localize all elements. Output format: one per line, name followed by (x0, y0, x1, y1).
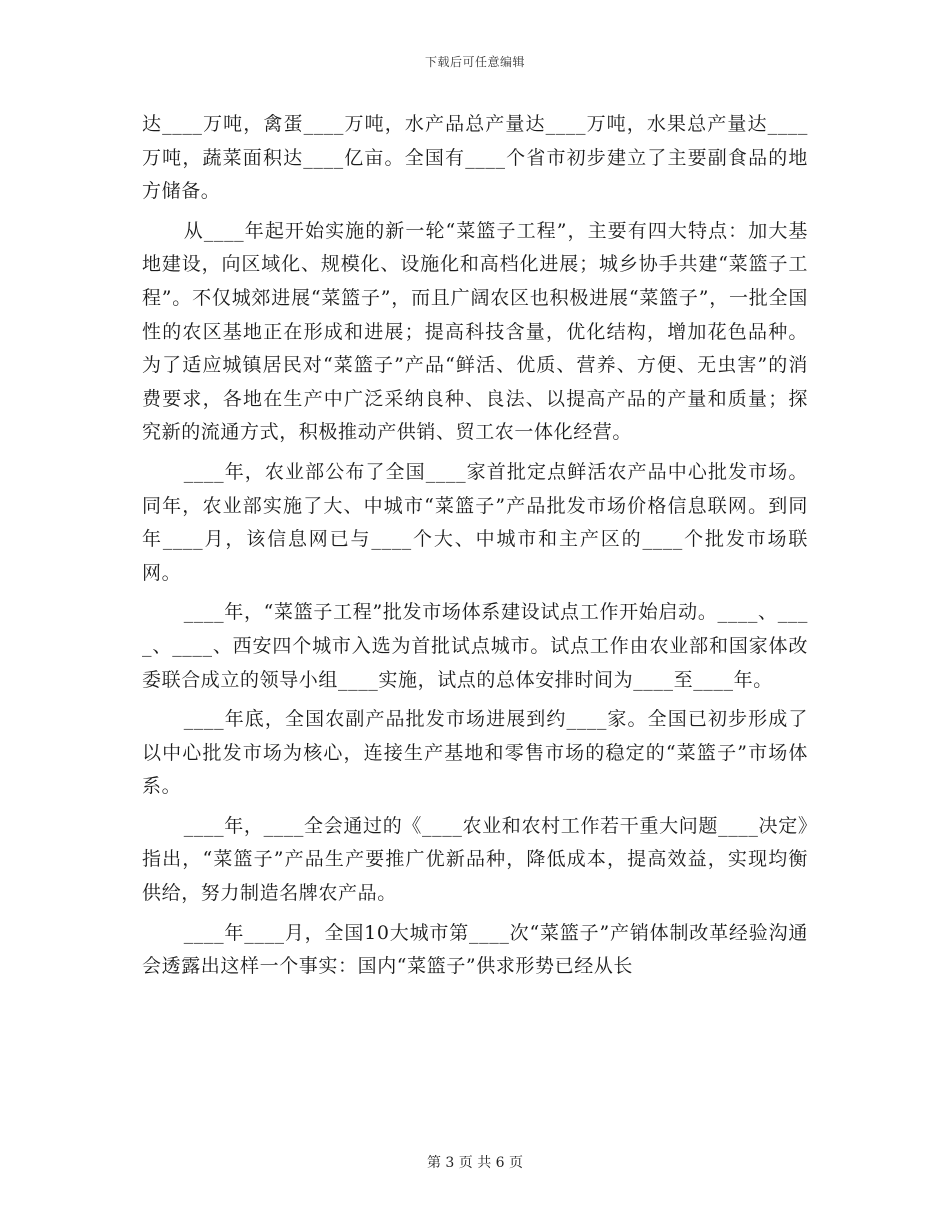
paragraph-plenum-decision: ____年，____全会通过的《____农业和农村工作若干重大问题____决定》指出，“菜篮子”产品生产要推广优新品种，降低成本，提高效益，实现均衡供给，努力制造名牌农产品。 (142, 814, 808, 905)
paragraph-pilot-cities: ____年，“菜篮子工程”批发市场体系建设试点工作开始启动。____、____、____、西安四个城市入选为首批试点城市。试点工作由农业部和国家体改委联合成立的领导小组____实施，试点的总体安排时间为____至____年。 (142, 601, 808, 691)
document-body (142, 108, 808, 990)
paragraph-vegetable-basket-features: 从____年起开始实施的新一轮“菜篮子工程”，主要有四大特点：加大基地建设，向区域化、规模化、设施化和高档化进展；城乡协手共建“菜篮子工程”。不仅城郊进展“菜篮子”，而且广阔农区也积极进展“菜篮子”，一批全国性的农区基地正在形成和进展；提高科技含量，优化结构，增加花色品种。为了适应城镇居民对“菜篮子”产品“鲜活、优质、营养、方便、无虫害”的消费要求，各地在生产中广泛采纳良种、良法、以提高产品的产量和质量；探究新的流通方式，积极推动产供销、贸工农一体化经营。 (142, 219, 808, 444)
paragraph-continuation: 达____万吨，禽蛋____万吨，水产品总产量达____万吨，水果总产量达____万吨，蔬菜面积达____亿亩。全国有____个省市初步建立了主要副食品的地方储备。 (142, 113, 808, 203)
page-number: 第 3 页 共 6 页 (426, 1155, 524, 1171)
paragraph-reform-meeting: ____年____月，全国10大城市第____次“菜篮子”产销体制改革经验沟通会透露出这样一个事实：国内“菜篮子”供求形势已经从长 (142, 921, 808, 978)
page-header: 下载后可任意编辑 (424, 55, 525, 69)
paragraph-market-system: ____年底，全国农副产品批发市场进展到约____家。全国已初步形成了以中心批发市场为核心，连接生产基地和零售市场的稳定的“菜篮子”市场体系。 (142, 708, 808, 798)
paragraph-wholesale-market-list: ____年，农业部公布了全国____家首批定点鲜活农产品中心批发市场。同年，农业部实施了大、中城市“菜篮子”产品批发市场价格信息联网。到同年____月，该信息网已与____个大、中城市和主产区的____个批发市场联网。 (142, 460, 808, 584)
